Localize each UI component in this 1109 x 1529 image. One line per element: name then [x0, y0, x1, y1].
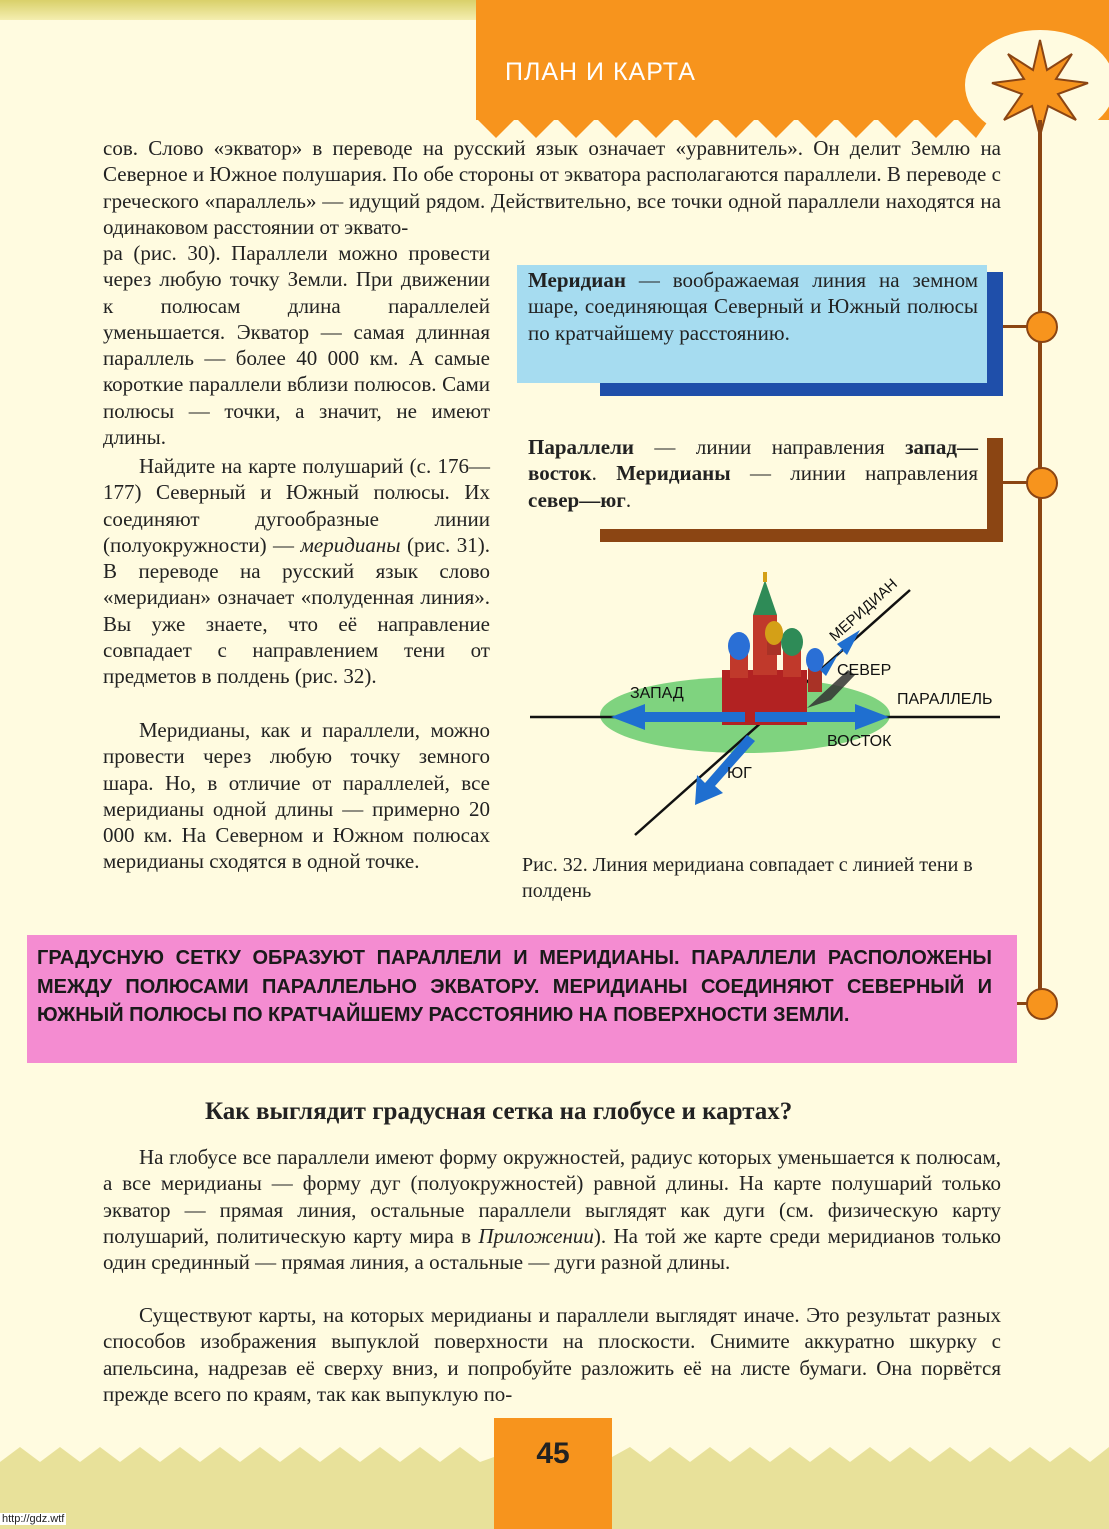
- section-title: Как выглядит градусная сетка на глобусе и картах?: [205, 1098, 793, 1125]
- summary-text: ГРАДУСНУЮ СЕТКУ ОБРАЗУЮТ ПАРАЛЛЕЛИ И МЕРИДИАНЫ. ПАРАЛЛЕЛИ РАСПОЛОЖЕНЫ МЕЖДУ ПОЛЮСАМИ ПАРАЛЛЕЛЬНО ЭКВАТОРУ. МЕРИДИАНЫ СОЕДИНЯЮТ СЕВЕРНЫЙ И ЮЖНЫЙ ПОЛЮСЫ ПО КРАТЧАЙШЕМУ РАССТОЯНИЮ НА ПОВЕРХНОСТИ ЗЕМЛИ.: [37, 947, 992, 1026]
- parallels-box-side-bar: [987, 438, 1003, 542]
- left-paragraph-2: [103, 453, 490, 690]
- left-paragraph-1: ра (рис. 30). Параллели можно провести через любую точку Земли. При движении к полюсам длина параллелей уменьшается. Экватор — самая длинная параллель — более 40 000 км. А самые короткие параллели вблизи полюсов. Сами полюсы — точки, а значит, не имеют длины.: [103, 241, 490, 450]
- section-paragraph-1-end: ). На той же карте среди меридианов только один срединный — прямая линия, а остальные — дуги разной длины.: [103, 1223, 1001, 1275]
- meridian-definition: [528, 267, 978, 346]
- meridians-text: — линии направления: [730, 461, 978, 486]
- parallels-text: — линии направления: [633, 435, 906, 459]
- parallels-definition: [528, 434, 978, 513]
- north-label: СЕВЕР: [837, 662, 892, 679]
- timeline-node-3: [1026, 988, 1058, 1020]
- meridian-label: МЕРИДИАН: [826, 575, 901, 645]
- header-zigzag-edge: [476, 110, 996, 138]
- parallel-label: ПАРАЛЛЕЛЬ: [897, 691, 993, 708]
- parallels-separator: .: [591, 461, 617, 486]
- intro-paragraph: сов. Слово «экватор» в переводе на русский язык означает «уравнитель». Он делит Землю на Северное и Южное полушария. По обе стороны от экватора располагаются параллели. В переводе с греческого «параллель» — идущий рядом. Действительно, все точки одной параллели находятся на одинаковом расстоянии от эквато-: [103, 136, 1001, 239]
- west-east-direction: запад—восток: [528, 435, 978, 486]
- page-number: 45: [536, 1437, 570, 1470]
- chapter-title: ПЛАН И КАРТА: [505, 58, 696, 86]
- meridian-definition-term: Меридиан: [528, 268, 626, 292]
- timeline-node-2: [1026, 467, 1058, 499]
- section-paragraph-2: Существуют карты, на которых меридианы и параллели выглядят иначе. Это результат разных способов изображения выпуклой поверхности на плоскости. Снимите аккуратно шкурку с апельсина, надрезав её сверху вниз, и попробуйте разложить её на листе бумаги. Она порвётся прежде всего по краям, так как выпуклую по-: [103, 1303, 1001, 1406]
- south-label: ЮГ: [727, 765, 752, 782]
- parallels-term: Параллели: [528, 435, 634, 459]
- section-paragraph-1-start: На глобусе все параллели имеют форму окружностей, радиус которых уменьшается к полюсам, а все меридианы — форму дуг (полуокружностей) равной длины. На карте полушарий только экватор — прямая линия, остальные параллели выглядят как дуги (см. физическую карту полушарий, политическую карту мира в: [103, 1145, 1001, 1248]
- left-paragraph-2-end: (рис. 31). В переводе на русский язык слово «меридиан» означает «полуденная линия». Вы уже знаете, что её направление совпадает с направлением тени от предметов в полдень (рис. 32).: [103, 532, 491, 689]
- meridian-definition-text: — воображаемая линия на земном шаре, соединяющая Северный и Южный полюсы по кратчайшему расстоянию.: [528, 268, 978, 345]
- timeline-line: [1038, 120, 1042, 1000]
- page-number-tab: [494, 1418, 612, 1529]
- parallels-box-bottom-bar: [600, 529, 1003, 542]
- east-label: ВОСТОК: [827, 733, 892, 750]
- meridian-box-side-bar: [987, 272, 1003, 396]
- figure-32-meridian-diagram: [525, 560, 1015, 845]
- west-label: ЗАПАД: [630, 685, 684, 702]
- section-paragraph-1: [103, 1144, 1001, 1275]
- figure-caption: Рис. 32. Линия меридиана совпадает с линией тени в полдень: [522, 854, 973, 902]
- timeline-node-1: [1026, 311, 1058, 343]
- left-paragraph-2-start: Найдите на карте полушарий (с. 176—177) Северный и Южный полюсы. Их соединяют дугообразные линии (полуокружности) —: [103, 454, 490, 557]
- watermark-link[interactable]: http://gdz.wtf: [2, 1513, 65, 1525]
- appendix-reference: Приложении: [478, 1223, 594, 1248]
- meridians-term-bold: Меридианы: [616, 461, 731, 486]
- parallels-end: .: [625, 487, 632, 512]
- meridian-box-bottom-bar: [600, 383, 1003, 396]
- north-south-direction: север—юг: [528, 487, 626, 512]
- left-paragraph-3: Меридианы, как и параллели, можно провести через любую точку земного шара. Но, в отличие от параллелей, все меридианы одной длины — примерно 20 000 км. На Северном и Южном полюсах меридианы сходятся в одной точке.: [103, 718, 490, 874]
- meridians-term: меридианы: [300, 532, 401, 557]
